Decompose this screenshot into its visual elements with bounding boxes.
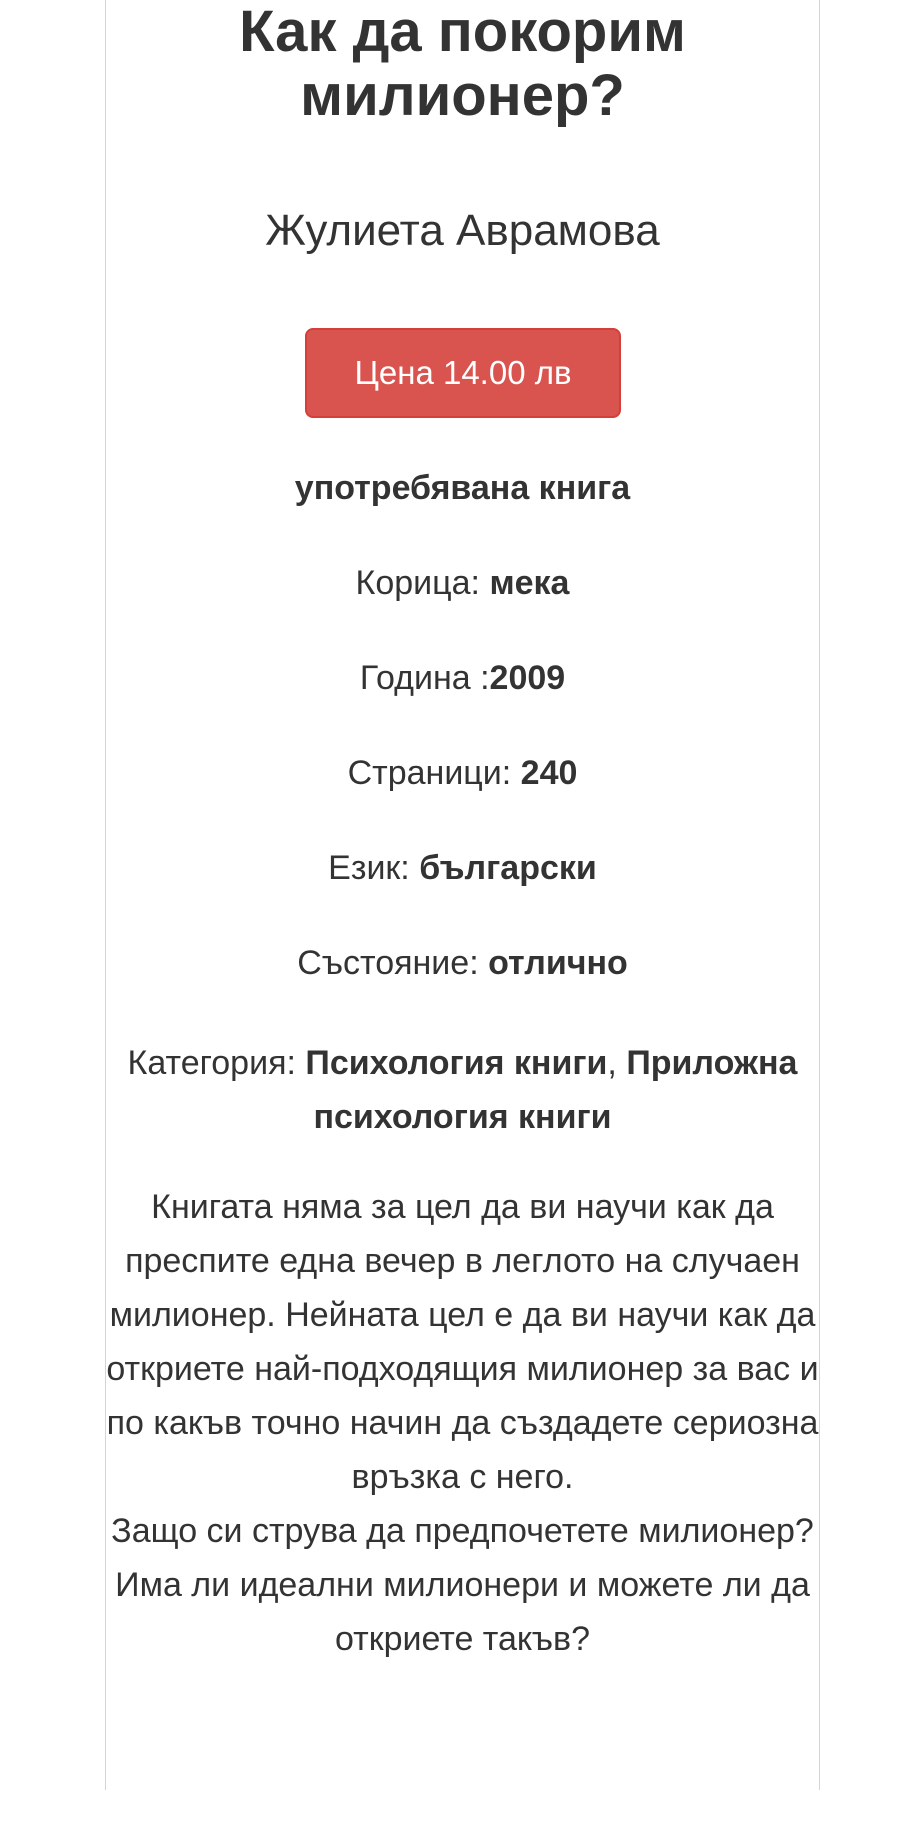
description-paragraph: Защо си струва да предпочетете милионер? [111,1512,814,1550]
language-label: Език: [328,849,420,887]
state-detail [106,941,819,985]
language-detail [106,846,819,890]
description-paragraph: Има ли идеални милионери и можете ли да откриете такъв? [115,1566,810,1658]
book-condition-label [106,466,819,510]
category-link-applied-psychology[interactable]: Приложна психология книги [313,1044,798,1136]
year-detail [106,656,819,700]
year-value: 2009 [489,659,566,697]
book-description [106,1180,819,1666]
pages-label: Страници: [347,754,521,792]
year-label: Година : [359,659,490,697]
state-value: отлично [488,944,628,982]
book-title: Как да покорим милионер? [239,0,686,128]
pages-detail [106,751,819,795]
pages-value: 240 [520,754,578,792]
category-label: Категория: [127,1044,306,1082]
category-link-psychology[interactable]: Психология книги [305,1044,608,1082]
category-detail [105,1036,820,1144]
cover-detail [106,561,819,605]
book-author: Жулиета Аврамова [265,206,660,255]
language-value: български [419,849,597,887]
product-page [105,0,820,1790]
category-separator: , [607,1044,627,1082]
condition-label-text: употребявана книга [294,469,631,507]
state-label: Състояние: [297,944,489,982]
description-paragraph: Книгата няма за цел да ви научи как да преспите една вечер в леглото на случаен милионер. Нейната цел е да ви научи как да откриете най-подходящия милионер за вас и по какъв точно начин да създадете сериозна връзка с него. [106,1188,819,1496]
price-button[interactable]: Цена 14.00 лв [305,328,621,418]
cover-label: Корица: [355,564,490,602]
cover-value: мека [489,564,570,602]
